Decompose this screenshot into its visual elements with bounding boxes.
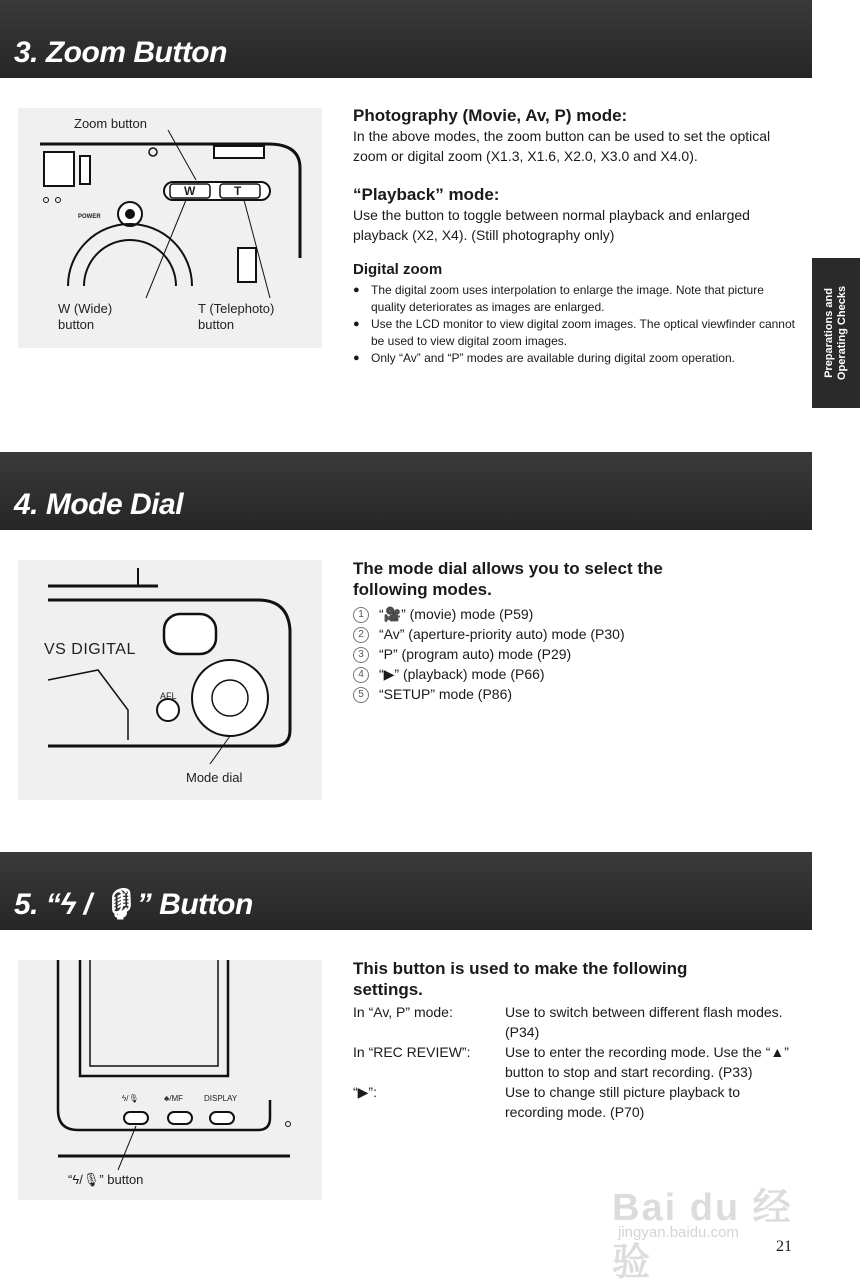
section-title: 3. Zoom Button (14, 36, 227, 69)
item-number: 2 (353, 627, 369, 643)
table-row (353, 1002, 799, 1042)
zoom-description (353, 105, 803, 367)
table-row (353, 1082, 799, 1122)
tele-label-line2: button (198, 317, 235, 332)
list-item: ● The digital zoom uses interpolation to enlarge the image. Note that picture quality deteriorates as images are enlarged. (353, 282, 798, 316)
flash-button-caption: “ϟ/🎙” button (68, 1172, 144, 1187)
playback-mode-heading: “Playback” mode: (353, 185, 500, 204)
setting-key: In “Av, P” mode: (353, 1004, 453, 1020)
page-number: 21 (776, 1238, 792, 1255)
zoom-button-illustration (18, 108, 322, 348)
wide-button-label (58, 301, 112, 333)
flash-button-heading: This button is used to make the following settings. (353, 959, 688, 999)
setting-value: Use to enter the recording mode. Use the “▲” button to stop and start recording. (P33) (505, 1044, 789, 1080)
table-row (353, 1042, 799, 1082)
item-text: “Av” (aperture-priority auto) mode (P30) (379, 626, 625, 642)
list-item (353, 684, 803, 704)
list-item (353, 604, 803, 624)
photo-mode-text: In the above modes, the zoom button can be used to set the optical zoom or digital zoom (X1.3, X1.6, X2.0, X3.0 and X4.0). (353, 128, 771, 164)
mf-button-label: ♣/MF (164, 1094, 184, 1103)
photo-mode-heading: Photography (Movie, Av, P) mode: (353, 106, 628, 125)
display-button-label: DISPLAY (204, 1094, 238, 1103)
baidu-watermark-logo (612, 1150, 812, 1284)
watermark-url-text: jingyan.baidu.com (618, 1224, 739, 1241)
section-title: 4. Mode Dial (14, 488, 184, 521)
mode-dial-description (353, 558, 803, 704)
flash-button-illustration (18, 960, 322, 1200)
w-key-label: W (184, 184, 196, 198)
item-text: “SETUP” mode (P86) (379, 686, 513, 702)
side-tab-label (823, 286, 849, 380)
zoom-button-label: Zoom button (74, 116, 147, 131)
chapter-side-tab (812, 258, 860, 408)
section-header-mode-dial (0, 452, 812, 530)
flash-mic-button-label: ϟ/🎙 (122, 1094, 139, 1103)
side-tab-line1: Preparations and (823, 288, 835, 378)
watermark-main-text: Bai du 经验 (612, 1187, 793, 1284)
section-header-flash-button (0, 852, 812, 930)
setting-key: In “REC REVIEW”: (353, 1044, 471, 1060)
camera-front-drawing (18, 560, 322, 800)
mode-dial-caption: Mode dial (186, 770, 243, 785)
brand-label: VS DIGITAL (44, 641, 136, 658)
list-item: ● Use the LCD monitor to view digital zoom images. The optical viewfinder cannot be used to view digital zoom images. (353, 316, 798, 350)
setting-value: Use to switch between different flash modes. (P34) (505, 1004, 783, 1040)
afl-label: AFL (160, 691, 177, 701)
setting-key: “▶”: (353, 1084, 377, 1100)
mode-dial-heading: The mode dial allows you to select the following modes. (353, 559, 663, 599)
power-label: POWER (78, 214, 101, 220)
camera-back-drawing (18, 960, 322, 1200)
tele-button-label (198, 301, 274, 333)
side-tab-line2: Operating Checks (836, 285, 848, 381)
mode-list (353, 604, 803, 704)
item-number: 5 (353, 687, 369, 703)
item-number: 1 (353, 607, 369, 623)
digital-zoom-list (353, 282, 798, 367)
wide-label-line2: button (58, 317, 95, 332)
tele-label-line1: T (Telephoto) (198, 301, 275, 316)
wide-label-line1: W (Wide) (58, 301, 113, 316)
item-number: 4 (353, 667, 369, 683)
mode-dial-illustration (18, 560, 322, 800)
section-header-zoom (0, 0, 812, 78)
item-text: “▶” (playback) mode (P66) (379, 666, 545, 682)
item-text: “P” (program auto) mode (P29) (379, 646, 572, 662)
flash-button-description (353, 958, 803, 1122)
setting-value: Use to change still picture playback to recording mode. (P70) (505, 1084, 741, 1120)
list-item: ● Only “Av” and “P” modes are available during digital zoom operation. (353, 350, 798, 367)
list-item (353, 664, 803, 684)
list-item (353, 644, 803, 664)
list-item (353, 624, 803, 644)
digital-zoom-heading: Digital zoom (353, 261, 443, 278)
settings-table (353, 1002, 799, 1122)
item-number: 3 (353, 647, 369, 663)
section-title: 5. “ϟ / 🎙” Button (14, 888, 253, 921)
item-text: “🎥” (movie) mode (P59) (379, 606, 534, 622)
playback-mode-text: Use the button to toggle between normal playback and enlarged playback (X2, X4). (Still photography only) (353, 207, 750, 243)
t-key-label: T (234, 184, 242, 198)
